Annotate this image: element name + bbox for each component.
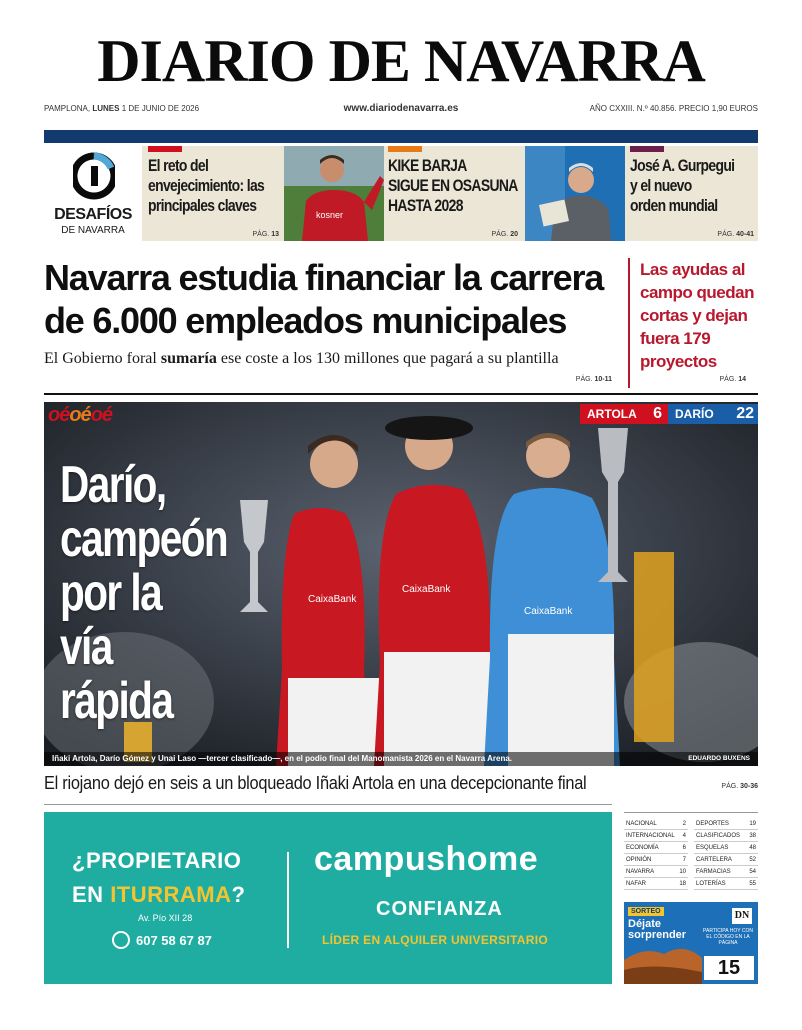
ad-confianza: CONFIANZA bbox=[376, 898, 503, 920]
masthead-title: DIARIO DE NAVARRA bbox=[97, 28, 705, 94]
index-row[interactable]: NACIONAL 2 bbox=[624, 818, 688, 830]
photo-credit: EDUARDO BUXENS bbox=[688, 755, 750, 762]
website-link[interactable]: www.diariodenavarra.es bbox=[343, 103, 459, 114]
photo-caption: Iñaki Artola, Darío Gómez y Unai Laso —tercer clasificado—, en el podio final del Manomanista 2026 en el Navarra Arena. EDUARDO BUXENS bbox=[44, 752, 758, 766]
kike-barja-photo bbox=[284, 146, 384, 241]
oe-logo: oéoéoé bbox=[48, 404, 113, 426]
teaser-headline: El reto del envejecimiento: las principales claves bbox=[148, 156, 265, 215]
dateline-date: PAMPLONA, LUNES 1 DE JUNIO DE 2026 bbox=[44, 104, 200, 113]
sorteo-badge: SORTEO bbox=[628, 907, 664, 916]
index-row[interactable]: LOTERÍAS 55 bbox=[694, 878, 758, 890]
lead-page: PÁG. 10-11 bbox=[575, 376, 612, 383]
side-story-ayudas[interactable] bbox=[628, 258, 758, 388]
ad-phone[interactable]: 607 58 67 87 bbox=[136, 933, 212, 948]
teaser-page: PÁG. 20 bbox=[491, 231, 518, 238]
ad-line2: EN ITURRAMA? bbox=[72, 882, 246, 907]
hero-photo[interactable] bbox=[44, 402, 758, 766]
lead-story[interactable] bbox=[44, 256, 624, 383]
teaser-page: PÁG. 13 bbox=[252, 231, 279, 238]
hero-page: PÁG. 30-36 bbox=[721, 783, 758, 790]
index-row[interactable]: FARMACIAS 54 bbox=[694, 866, 758, 878]
index-row[interactable]: ESQUELAS 48 bbox=[694, 842, 758, 854]
svg-text:CaixaBank: CaixaBank bbox=[402, 584, 451, 595]
teaser-gurpegui[interactable] bbox=[630, 146, 758, 241]
gurpegui-photo bbox=[525, 146, 625, 241]
svg-text:CaixaBank: CaixaBank bbox=[308, 594, 357, 605]
lottery-number: 15 bbox=[704, 956, 754, 980]
teaser-strip bbox=[44, 146, 758, 241]
teaser-headline: KIKE BARJA SIGUE EN OSASUNA HASTA 2028 bbox=[388, 156, 518, 215]
side-page: PÁG. 14 bbox=[719, 376, 746, 383]
lead-headline: Navarra estudia financiar la carrera de 6.000 empleados municipales bbox=[44, 257, 604, 341]
teaser-headline: José A. Gurpegui y el nuevo orden mundial bbox=[630, 156, 735, 215]
teaser-page: PÁG. 40-41 bbox=[717, 231, 754, 238]
desafios-ring-icon bbox=[73, 152, 115, 200]
ad-tagline: LÍDER EN ALQUILER UNIVERSITARIO bbox=[322, 933, 548, 947]
svg-text:CaixaBank: CaixaBank bbox=[524, 606, 573, 617]
lead-subheadline: El Gobierno foral sumaría ese coste a los 130 millones que pagará a su plantilla bbox=[44, 350, 559, 367]
index-row[interactable]: CARTELERA 52 bbox=[694, 854, 758, 866]
index-row[interactable]: ECONOMÍA 6 bbox=[624, 842, 688, 854]
ad-line1: ¿PROPIETARIO bbox=[72, 848, 242, 873]
issue-info: AÑO CXXIII. N.º 40.856. PRECIO 1,90 EUROS bbox=[589, 104, 758, 113]
teaser-tag bbox=[630, 146, 664, 152]
side-headline: Las ayudas al campo quedan cortas y dejan fuera 179 proyectos bbox=[640, 260, 754, 371]
teaser-envejecimiento[interactable] bbox=[148, 146, 283, 241]
section-index bbox=[624, 812, 758, 892]
teaser-tag bbox=[388, 146, 422, 152]
index-row[interactable]: DEPORTES 19 bbox=[694, 818, 758, 830]
teaser-tag bbox=[148, 146, 182, 152]
section-rule bbox=[44, 393, 758, 395]
dn-logo: DN bbox=[732, 908, 752, 924]
whatsapp-icon bbox=[112, 931, 130, 949]
lottery-headline: Déjate sorprender bbox=[628, 918, 687, 941]
desafios-title: DESAFÍOS bbox=[54, 206, 132, 223]
index-column bbox=[624, 818, 688, 890]
index-row[interactable]: OPINIÓN 7 bbox=[624, 854, 688, 866]
section-rule bbox=[44, 804, 612, 805]
ad-brand: campushome bbox=[314, 840, 539, 878]
dateline bbox=[44, 104, 758, 118]
index-row[interactable]: CLASIFICADOS 38 bbox=[694, 830, 758, 842]
index-row[interactable]: NAVARRA 10 bbox=[624, 866, 688, 878]
desafios-subtitle: DE NAVARRA bbox=[61, 225, 125, 236]
index-row[interactable]: NAFAR 18 bbox=[624, 878, 688, 890]
index-row[interactable]: INTERNACIONAL 4 bbox=[624, 830, 688, 842]
header-bar bbox=[44, 130, 758, 143]
svg-text:kosner: kosner bbox=[316, 210, 344, 220]
lottery-box[interactable] bbox=[624, 902, 758, 984]
desafios-logo[interactable] bbox=[44, 146, 142, 241]
score-dario: DARÍO 22 bbox=[668, 404, 758, 424]
hero-headline: Darío, campeón por la vía rápida bbox=[60, 456, 228, 730]
hero-subheadline[interactable]: El riojano dejó en seis a un bloqueado Iñaki Artola en una decepcionante final PÁG. 30-36 bbox=[44, 773, 758, 793]
lottery-instructions: PARTICIPA HOY CON EL CÓDIGO EN LA PÁGINA bbox=[703, 928, 753, 946]
ad-divider bbox=[287, 852, 289, 948]
score-artola: ARTOLA 6 bbox=[580, 404, 668, 424]
ad-address: Av. Pío XII 28 bbox=[138, 913, 193, 923]
campushome-ad[interactable] bbox=[44, 812, 612, 984]
index-column bbox=[694, 818, 758, 890]
teaser-kike-barja[interactable] bbox=[388, 146, 522, 241]
